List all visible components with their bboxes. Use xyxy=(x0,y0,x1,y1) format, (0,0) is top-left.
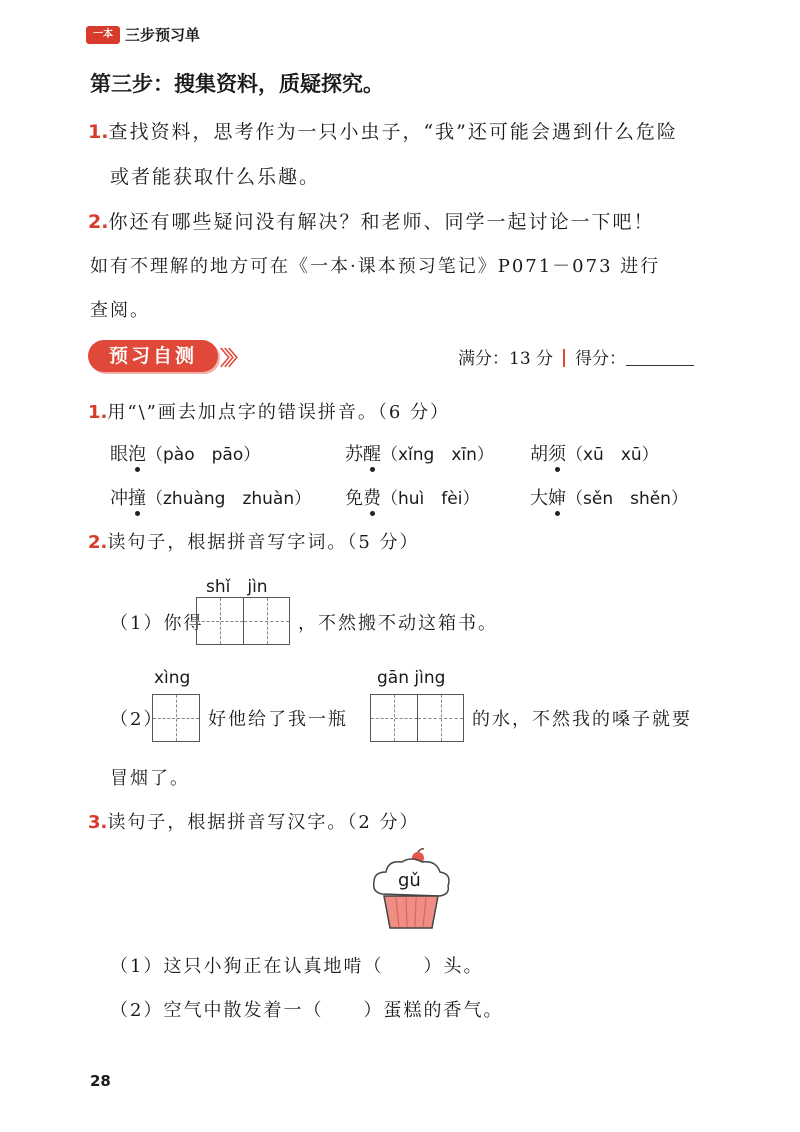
pinyin-options[interactable]: （huì fèi） xyxy=(381,489,480,509)
cupcake-icon xyxy=(366,848,456,936)
step3-question-2 xyxy=(88,207,654,234)
answer-grid[interactable] xyxy=(196,597,290,645)
sentence-1-suffix: ，不然搬不动这箱书。 xyxy=(298,613,498,634)
char: 免 xyxy=(345,488,363,509)
question-number: 2. xyxy=(88,211,109,233)
char: 苏 xyxy=(345,444,363,465)
question-number: 3. xyxy=(88,812,108,833)
exercise-3-sentence-1[interactable]: （1）这只小狗正在认真地啃（ ）头。 xyxy=(110,956,484,977)
reference-note: 如有不理解的地方可在《一本·课本预习笔记》P071－073 进行 xyxy=(90,256,661,277)
brand-badge: 一本 xyxy=(86,26,120,44)
step3-question-1 xyxy=(88,117,678,144)
question-number: 2. xyxy=(88,532,108,553)
sentence-2-suffix: 的水，不然我的嗓子就要 xyxy=(472,709,692,730)
pinyin-options[interactable]: （xū xū） xyxy=(566,445,659,465)
pinyin-item xyxy=(345,440,494,466)
dotted-char: 费 xyxy=(363,488,381,509)
dotted-char: 婶 xyxy=(548,488,566,509)
char: 胡 xyxy=(530,444,548,465)
question-text: 用“\”画去加点字的错误拼音。（6 分） xyxy=(107,402,451,423)
pinyin-item xyxy=(110,484,311,510)
pinyin-hint: gān jìng xyxy=(377,668,446,688)
full-score-label: 满分：13 分 xyxy=(458,349,554,369)
grid-cell[interactable] xyxy=(153,695,199,741)
char: 冲 xyxy=(110,488,128,509)
step3-title: 第三步：搜集资料，质疑探究。 xyxy=(90,72,384,96)
pinyin-options[interactable]: （zhuàng zhuàn） xyxy=(146,489,312,509)
sentence-1-prefix: （1）你得 xyxy=(110,613,204,634)
self-test-banner: 预习自测 xyxy=(88,340,218,372)
grid-cell[interactable] xyxy=(417,695,463,741)
dotted-char: 须 xyxy=(548,444,566,465)
grid-cell[interactable] xyxy=(243,598,289,644)
grid-cell[interactable] xyxy=(197,598,243,644)
score-blank[interactable] xyxy=(626,365,694,366)
cupcake-drawing xyxy=(366,848,456,936)
pinyin-options[interactable]: （pào pāo） xyxy=(146,445,261,465)
score-divider xyxy=(563,349,565,367)
score-area xyxy=(458,344,694,369)
pinyin-item xyxy=(345,484,479,510)
sentence-2-prefix: （2） xyxy=(110,709,164,730)
question-text: 查找资料，思考作为一只小虫子，“我”还可能会遇到什么危险 xyxy=(108,121,678,143)
question-text: 读句子，根据拼音写字词。（5 分） xyxy=(107,532,420,553)
step3-question-1-cont: 或者能获取什么乐趣。 xyxy=(110,166,321,188)
pinyin-item xyxy=(530,484,688,510)
exercise-3-prompt xyxy=(88,808,420,834)
question-number: 1. xyxy=(88,402,108,423)
pinyin-options[interactable]: （xǐng xīn） xyxy=(381,445,494,465)
answer-grid[interactable] xyxy=(152,694,200,742)
dotted-char: 醒 xyxy=(363,444,381,465)
char: 大 xyxy=(530,488,548,509)
question-text: 读句子，根据拼音写汉字。（2 分） xyxy=(107,812,420,833)
dotted-char: 撞 xyxy=(128,488,146,509)
pinyin-item xyxy=(110,440,260,466)
sentence-2-cont: 冒烟了。 xyxy=(110,768,190,789)
pinyin-hint: shǐ jìn xyxy=(206,577,268,597)
cupcake-pinyin: gǔ xyxy=(398,870,421,891)
reference-note-cont: 查阅。 xyxy=(90,300,150,321)
chevron-right-icon: 〉〉〉 xyxy=(220,346,242,370)
char: 眼 xyxy=(110,444,128,465)
page-number: 28 xyxy=(90,1072,111,1090)
exercise-2-prompt xyxy=(88,528,420,554)
sentence-2-mid: 好他给了我一瓶 xyxy=(208,709,348,730)
header-title: 三步预习单 xyxy=(125,26,201,44)
pinyin-hint: xìng xyxy=(154,668,191,688)
score-label: 得分： xyxy=(575,349,627,369)
exercise-1-prompt xyxy=(88,398,450,424)
question-text: 你还有哪些疑问没有解决？和老师、同学一起讨论一下吧！ xyxy=(108,211,655,233)
answer-grid[interactable] xyxy=(370,694,464,742)
exercise-3-sentence-2[interactable]: （2）空气中散发着一（ ）蛋糕的香气。 xyxy=(110,1000,504,1021)
pinyin-options[interactable]: （sěn shěn） xyxy=(566,489,688,509)
dotted-char: 泡 xyxy=(128,444,146,465)
pinyin-item xyxy=(530,440,659,466)
question-number: 1. xyxy=(88,121,109,143)
grid-cell[interactable] xyxy=(371,695,417,741)
